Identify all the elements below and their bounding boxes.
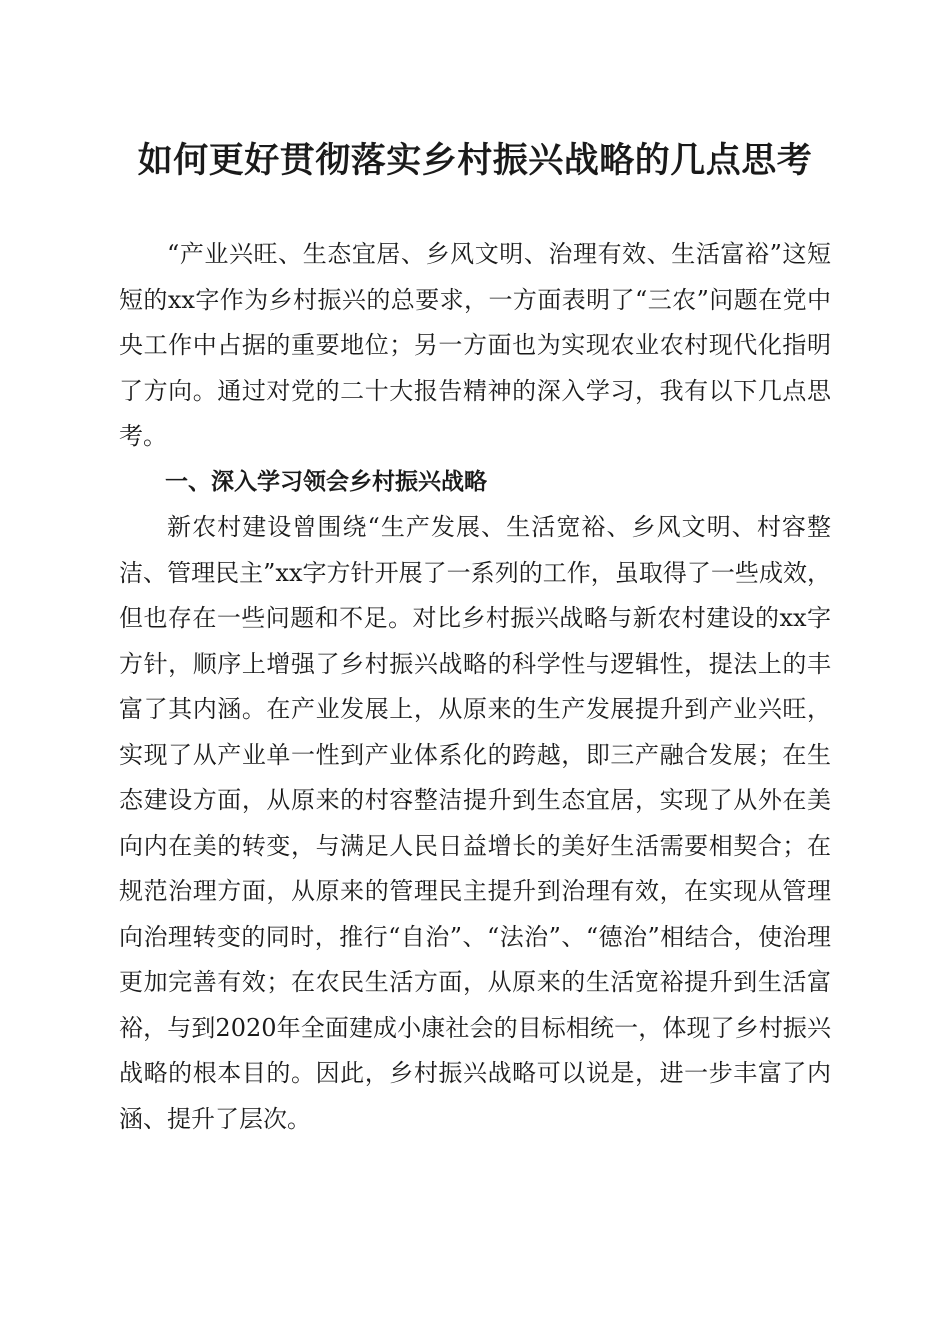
section-paragraph: 新农村建设曾围绕“生产发展、生活宽裕、乡风文明、村容整洁、管理民主”xx字方针开展了一系列的工作，虽取得了一些成效，但也存在一些问题和不足。对比乡村振兴战略与新农村建设的xx字方针，顺序上增强了乡村振兴战略的科学性与逻辑性，提法上的丰富了其内涵。在产业发展上，从原来的生产发展提升到产业兴旺，实现了从产业单一性到产业体系化的跨越，即三产融合发展；在生态建设方面，从原来的村容整洁提升到生态宜居，实现了从外在美向内在美的转变，与满足人民日益增长的美好生活需要相契合；在规范治理方面，从原来的管理民主提升到治理有效，在实现从管理向治理转变的同时，推行“自治”、“法治”、“德治”相结合，使治理更加完善有效；在农民生活方面，从原来的生活宽裕提升到生活富裕，与到2020年全面建成小康社会的目标相统一，体现了乡村振兴战略的根本目的。因此，乡村振兴战略可以说是，进一步丰富了内涵、提升了层次。: [119, 513, 831, 1133]
intro-paragraph: “产业兴旺、生态宜居、乡风文明、治理有效、生活富裕”这短短的xx字作为乡村振兴的总要求，一方面表明了“三农”问题在党中央工作中占据的重要地位；另一方面也为实现农业农村现代化指明了方向。通过对党的二十大报告精神的深入学习，我有以下几点思考。: [119, 240, 831, 450]
section-heading: 一、深入学习领会乡村振兴战略: [165, 468, 487, 495]
document-title: 如何更好贯彻落实乡村振兴战略的几点思考: [137, 140, 813, 181]
document-body: [119, 232, 831, 1142]
